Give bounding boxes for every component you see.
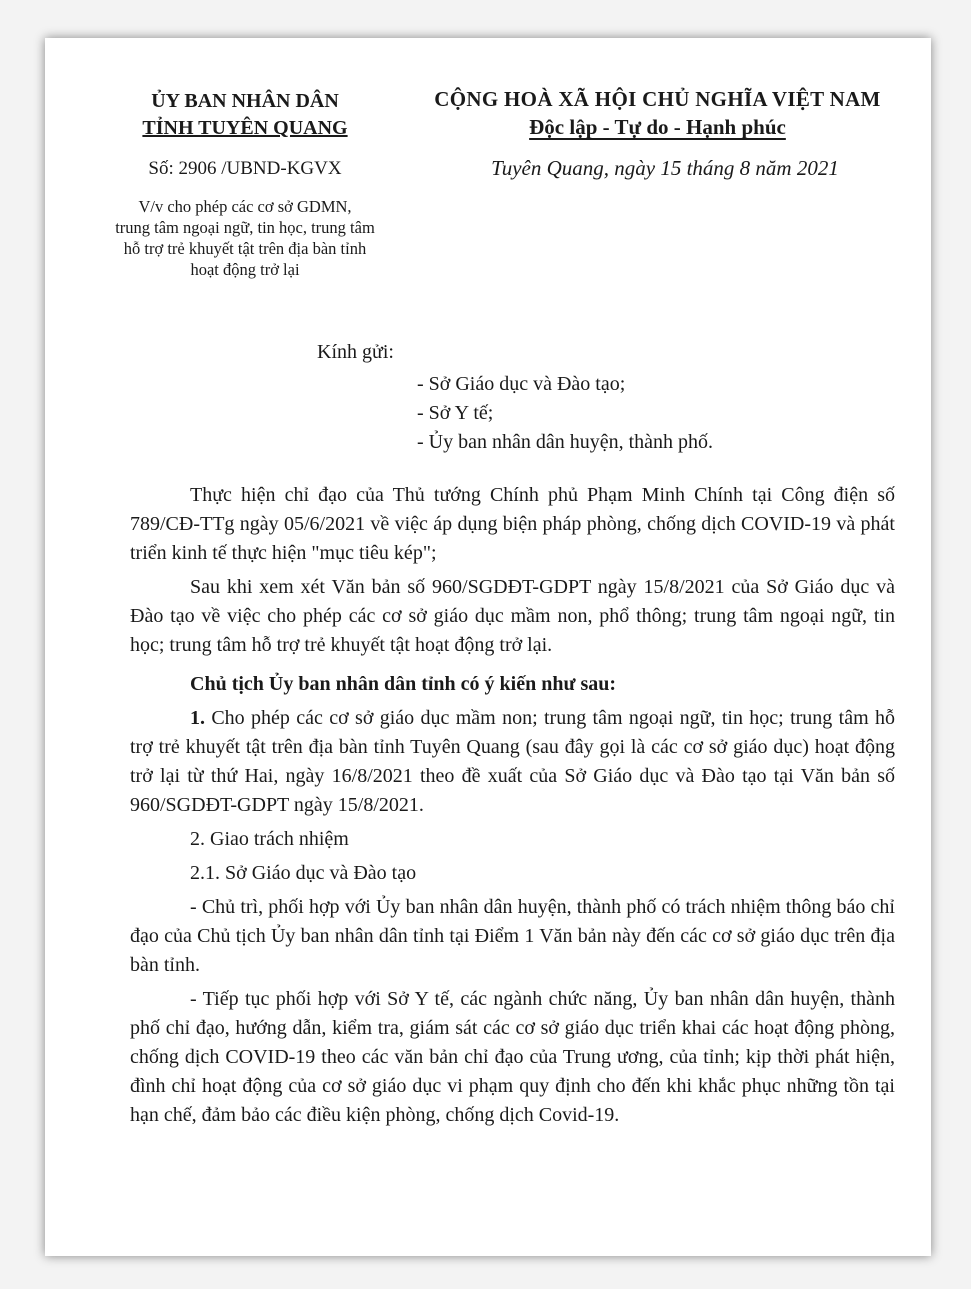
subject-line: hoạt động trở lại [190, 260, 300, 279]
issue-date: Tuyên Quang, ngày 15 tháng 8 năm 2021 [491, 156, 839, 180]
bullet-1: - Chủ trì, phối hợp với Ủy ban nhân dân huyện, thành phố có trách nhiệm thông báo chỉ đạo của Chủ tịch Ủy ban nhân dân tỉnh tại Điểm 1 Văn bản này đến các cơ sở giáo dục trên địa bàn tỉnh. [130, 896, 895, 976]
recipient-item: - Sở Giáo dục và Đào tạo; [417, 373, 626, 395]
item-1 [130, 704, 895, 820]
document-body [130, 481, 895, 1135]
subject-line: trung tâm ngoại ngữ, tin học, trung tâm [115, 218, 375, 237]
issuing-organization [95, 88, 395, 142]
nation-name: CỘNG HOÀ XÃ HỘI CHỦ NGHĨA VIỆT NAM [434, 87, 881, 111]
paragraph-review: Sau khi xem xét Văn bản số 960/SGDĐT-GDPT ngày 15/8/2021 của Sở Giáo dục và Đào tạo về việc cho phép các cơ sở giáo dục mầm non, phổ thông; trung tâm ngoại ngữ, tin học; trung tâm hỗ trợ trẻ khuyết tật hoạt động trở lại. [130, 576, 895, 656]
org-line-1: ỦY BAN NHÂN DÂN [151, 90, 339, 112]
paragraph-directive: Thực hiện chỉ đạo của Thủ tướng Chính phủ Phạm Minh Chính tại Công điện số 789/CĐ-TTg ngày 05/6/2021 về việc áp dụng biện pháp phòng, chống dịch COVID-19 và phát triển kinh tế thực hiện "mục tiêu kép"; [130, 484, 895, 564]
recipient-item: - Ủy ban nhân dân huyện, thành phố. [417, 431, 714, 453]
document-subject [95, 196, 395, 280]
document-number: Số: 2906 /UBND-KGVX [148, 158, 342, 179]
subject-line: V/v cho phép các cơ sở GDMN, [138, 197, 352, 216]
item-1-number: 1. [190, 707, 205, 729]
subject-line: hỗ trợ trẻ khuyết tật trên địa bàn tỉnh [123, 239, 367, 258]
nation-motto: Độc lập - Tự do - Hạnh phúc [529, 115, 786, 139]
document-page [45, 38, 931, 1256]
national-motto [415, 86, 900, 141]
item-2-heading: 2. Giao trách nhiệm [190, 828, 349, 850]
bullet-2: - Tiếp tục phối hợp với Sở Y tế, các ngành chức năng, Ủy ban nhân dân huyện, thành phố chỉ đạo, hướng dẫn, kiểm tra, giám sát các cơ sở giáo dục triển khai các hoạt động phòng, chống dịch COVID-19 theo các văn bản chỉ đạo của Trung ương, của tỉnh; kịp thời phát hiện, đình chỉ hoạt động của cơ sở giáo dục vi phạm quy định cho đến khi khắc phục những tồn tại hạn chế, đảm bảo các điều kiện phòng, chống dịch Covid-19. [130, 988, 895, 1126]
recipient-list [417, 370, 713, 457]
recipient-item: - Sở Y tế; [417, 402, 494, 424]
org-line-2: TỈNH TUYÊN QUANG [142, 117, 348, 139]
opinion-heading: Chủ tịch Ủy ban nhân dân tỉnh có ý kiến như sau: [190, 673, 617, 695]
greeting: Kính gửi: [317, 341, 394, 363]
item-1-text: Cho phép các cơ sở giáo dục mầm non; trung tâm ngoại ngữ, tin học; trung tâm hỗ trợ trẻ khuyết tật trên địa bàn tỉnh Tuyên Quang (sau đây gọi là các cơ sở giáo dục) hoạt động trở lại từ thứ Hai, ngày 16/8/2021 theo đề xuất của Sở Giáo dục và Đào tạo tại Văn bản số 960/SGDĐT-GDPT ngày 15/8/2021. [130, 707, 895, 816]
item-2-1-heading: 2.1. Sở Giáo dục và Đào tạo [190, 862, 417, 884]
